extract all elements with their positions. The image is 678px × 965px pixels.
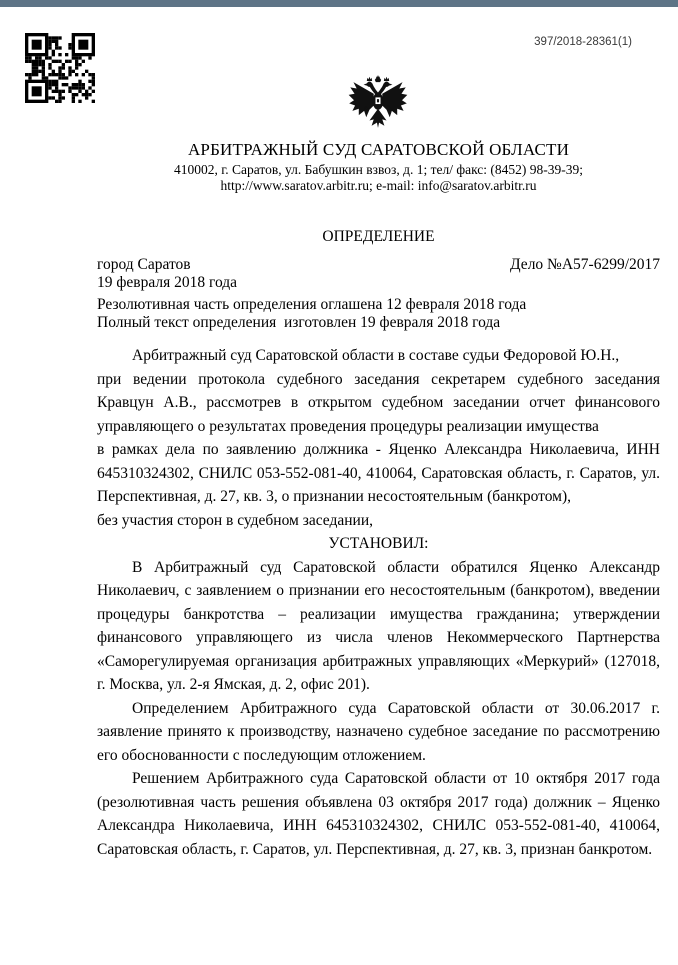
qr-code-icon bbox=[25, 33, 95, 103]
paragraph-parties-absence: без участия сторон в судебном заседании, bbox=[97, 511, 373, 529]
resolutive-announced-line: Резолютивная часть определения оглашена 12 февраля 2018 года bbox=[97, 296, 527, 313]
document-registry-number: 397/2018-28361(1) bbox=[534, 36, 632, 48]
paragraph-application: В Арбитражный суд Саратовской области обратился Яценко Александр Николаевич, с заявлением о признании его несостоятельным (банкротом), введении процедуры банкротства – реализации имущества гражданина; утверждении финансового управляющего из числа членов Некоммерческого Партнерства «Саморегулируемая организация арбитражных управляющих «Меркурий» (127018, г. Москва, ул. 2-я Ямская, д. 2, офис 201). bbox=[97, 558, 660, 693]
window-top-bar bbox=[0, 0, 678, 7]
paragraph-protocol: при ведении протокола судебного заседания секретарем судебного заседания Кравцун А.В., рассмотрев в открытом судебном заседании отчет финансового управляющего о результатах проведения процедуры реализации имущества bbox=[97, 370, 660, 435]
court-name: АРБИТРАЖНЫЙ СУД САРАТОВСКОЙ ОБЛАСТИ bbox=[187, 140, 570, 159]
case-number: Дело №А57-6299/2017 bbox=[510, 256, 660, 273]
ruling-body bbox=[97, 344, 660, 861]
full-text-made-line: Полный текст определения изготовлен 19 февраля 2018 года bbox=[97, 313, 501, 331]
paragraph-decision: Решением Арбитражного суда Саратовской области от 10 октября 2017 года (резолютивная часть решения объявлена 03 октября 2017 года) должник – Яценко Александра Николаевича, ИНН 645310324302, СНИЛС 053-552-081-40, 410064, Саратовская область, г. Саратов, ул. Перспективная, д. 27, кв. 3, признан банкротом. bbox=[97, 770, 660, 858]
ruling-meta bbox=[97, 256, 660, 291]
established-heading: УСТАНОВИЛ: bbox=[328, 535, 429, 552]
ruling-date: 19 февраля 2018 года bbox=[97, 273, 238, 291]
resolutive-block bbox=[97, 296, 660, 331]
russia-coat-of-arms-icon bbox=[346, 74, 410, 136]
ruling-title: ОПРЕДЕЛЕНИЕ bbox=[322, 228, 435, 245]
paragraph-acceptance: Определением Арбитражного суда Саратовской области от 30.06.2017 г. заявление принято к производству, назначено судебное заседание по рассмотрению его обоснованности с последующим отложением. bbox=[97, 699, 660, 764]
ruling-city: город Саратов bbox=[97, 256, 191, 273]
paragraph-case-subject: в рамках дела по заявлению должника - Яценко Александра Николаевича, ИНН 645310324302, СНИЛС 053-552-081-40, 410064, Саратовская область, г. Саратов, ул. Перспективная, д. 27, кв. 3, о признании несостоятельным (банкротом), bbox=[97, 441, 660, 505]
court-address: 410002, г. Саратов, ул. Бабушкин взвоз, д. 1; тел/ факс: (8452) 98-39-39; bbox=[173, 162, 584, 177]
court-contacts: http://www.saratov.arbitr.ru; e-mail: info@saratov.arbitr.ru bbox=[220, 177, 537, 193]
court-header bbox=[97, 140, 660, 193]
paragraph-court-composition: Арбитражный суд Саратовской области в составе судьи Федоровой Ю.Н., bbox=[132, 347, 620, 364]
